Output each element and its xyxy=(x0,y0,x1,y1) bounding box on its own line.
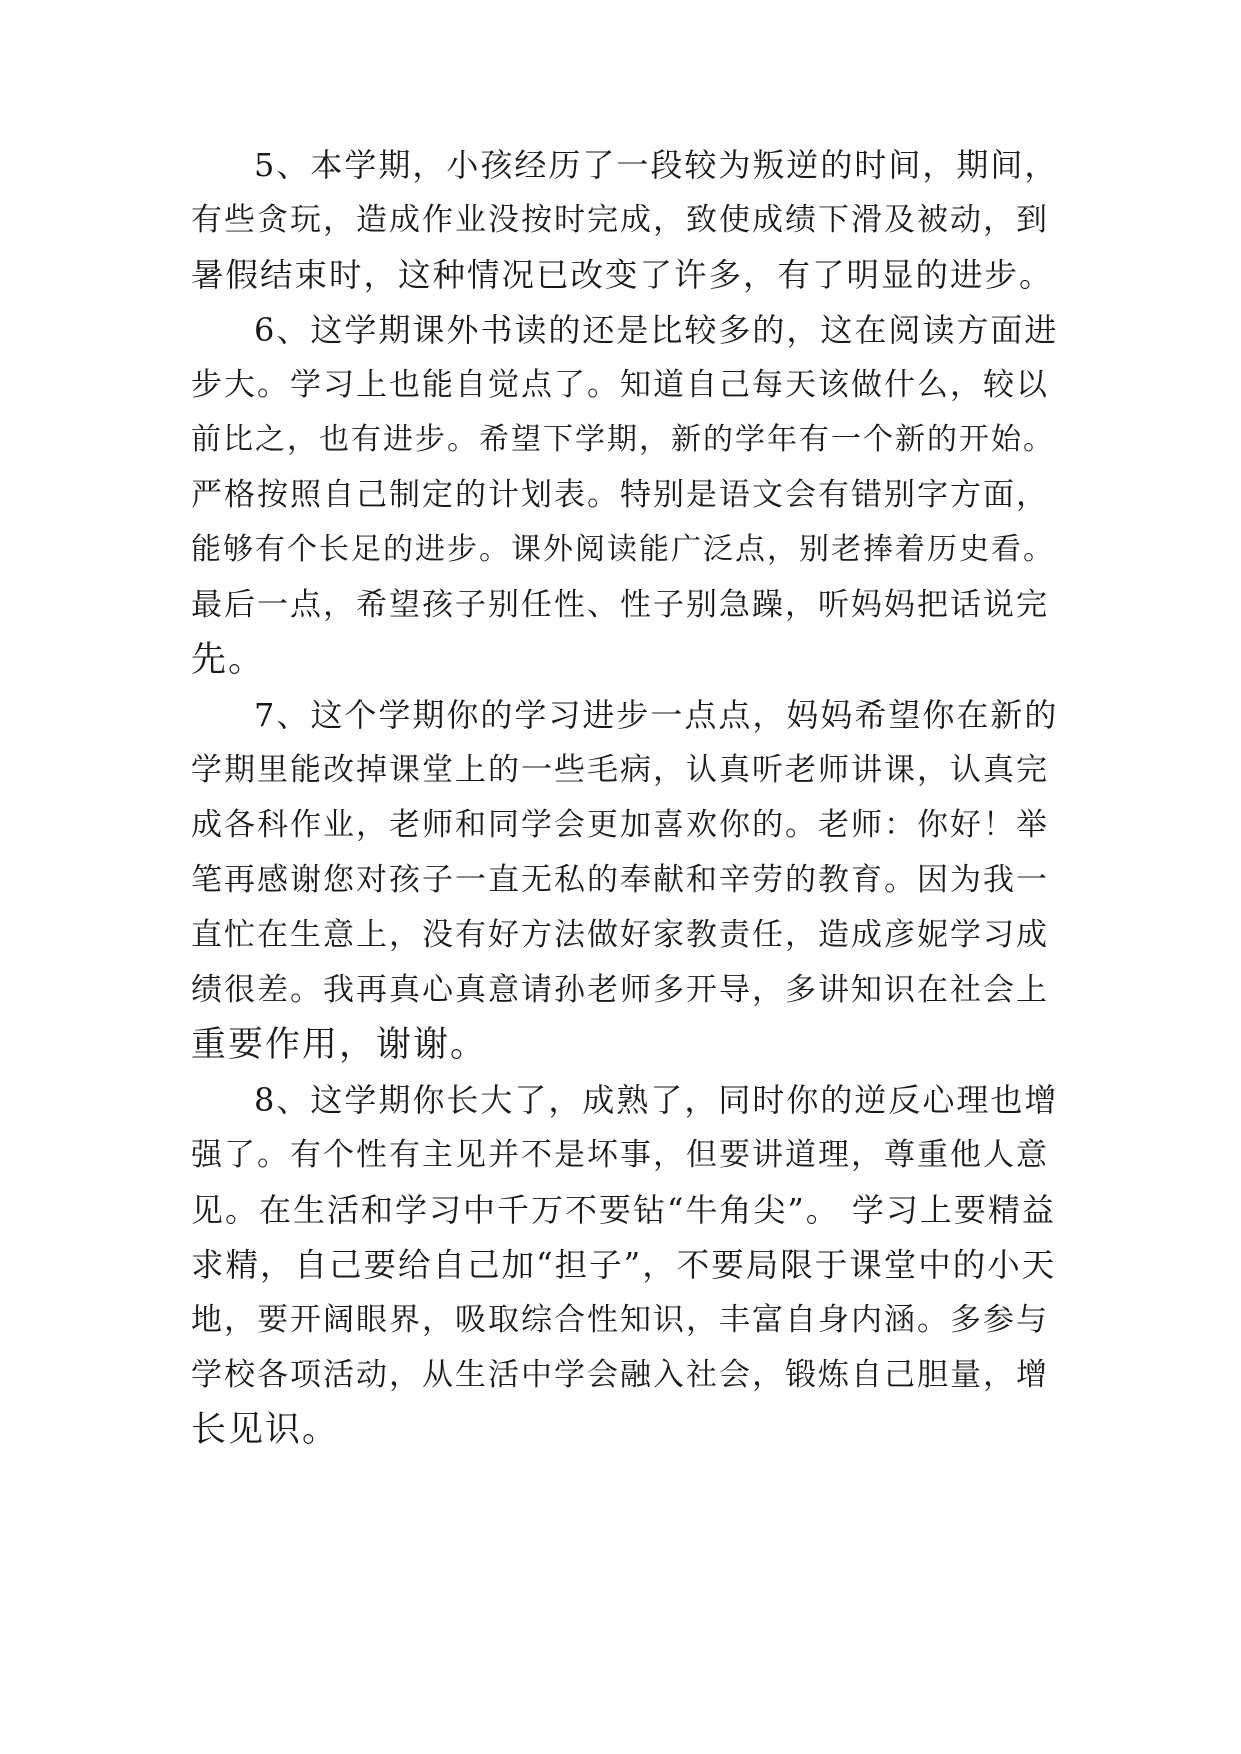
paragraph-5-line-1: 5、本学期，小孩经历了一段较为叛逆的时间，期间， xyxy=(254,146,1059,184)
paragraph-7-line-5: 直忙在生意上，没有好方法做好家教责任，造成彦妮学习成 xyxy=(191,917,1049,953)
paragraph-7-line-3: 成各科作业，老师和同学会更加喜欢你的。老师：你好！举 xyxy=(191,807,1049,843)
paragraph-8-line-6: 学校各项活动，从生活中学会融入社会，锻炼自己胆量，增 xyxy=(191,1357,1049,1393)
paragraph-7-line-6: 绩很差。我再真心真意请孙老师多开导，多讲知识在社会上 xyxy=(191,972,1049,1008)
paragraph-8-line-1: 8、这学期你长大了，成熟了，同时你的逆反心理也增 xyxy=(254,1081,1059,1119)
paragraph-6-line-6: 最后一点，希望孩子别任性、性子别急躁，听妈妈把话说完 xyxy=(191,587,1049,623)
paragraph-8-line-3: 见。在生活和学习中千万不要钻“牛角尖”。 学习上要精益 xyxy=(191,1191,1056,1229)
paragraph-6-line-2: 步大。学习上也能自觉点了。知道自己每天该做什么，较以 xyxy=(191,367,1049,403)
paragraph-6-line-5: 能够有个长足的进步。课外阅读能广泛点，别老捧着历史看。 xyxy=(191,532,1055,567)
paragraph-8-line-5: 地，要开阔眼界，吸取综合性知识，丰富自身内涵。多参与 xyxy=(191,1302,1049,1338)
paragraph-8-line-4: 求精，自己要给自己加“担子”，不要局限于课堂中的小天 xyxy=(191,1246,1057,1284)
paragraph-6-line-7: 先。 xyxy=(191,640,266,680)
paragraph-8-line-7: 长见识。 xyxy=(191,1410,340,1450)
paragraph-6-line-1: 6、这学期课外书读的还是比较多的，这在阅读方面进 xyxy=(254,311,1059,349)
paragraph-7-line-4: 笔再感谢您对孩子一直无私的奉献和辛劳的教育。因为我一 xyxy=(191,862,1049,898)
paragraph-7-line-1: 7、这个学期你的学习进步一点点，妈妈希望你在新的 xyxy=(254,696,1059,734)
paragraph-7-line-2: 学期里能改掉课堂上的一些毛病，认真听老师讲课，认真完 xyxy=(191,752,1049,788)
paragraph-6-line-4: 严格按照自己制定的计划表。特别是语文会有错别字方面， xyxy=(191,477,1049,513)
paragraph-5-line-3: 暑假结束时，这种情况已改变了许多，有了明显的进步。 xyxy=(191,256,1054,294)
paragraph-5-line-2: 有些贪玩，造成作业没按时完成，致使成绩下滑及被动，到 xyxy=(191,202,1049,238)
paragraph-7-line-7: 重要作用，谢谢。 xyxy=(191,1025,488,1065)
paragraph-6-line-3: 前比之，也有进步。希望下学期，新的学年有一个新的开始。 xyxy=(191,422,1055,457)
paragraph-8-line-2: 强了。有个性有主见并不是坏事，但要讲道理，尊重他人意 xyxy=(191,1137,1049,1173)
